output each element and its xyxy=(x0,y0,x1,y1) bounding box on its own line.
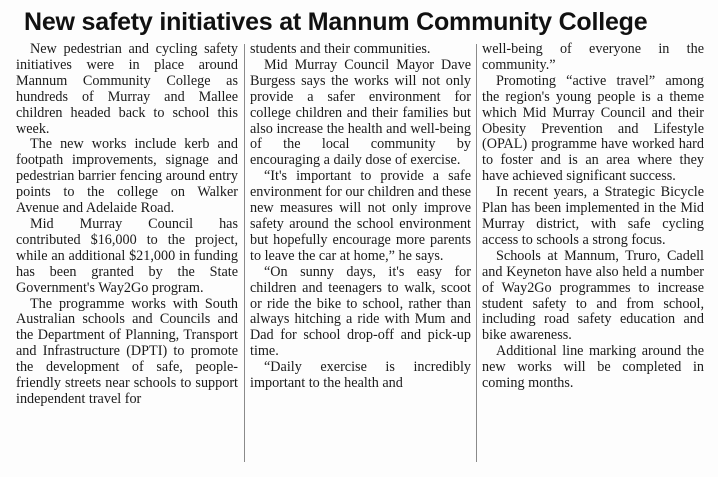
column-3-paragraph: Promoting “active travel” among the region's young people is a theme which Mid Murray Council and their Obesity Prevention and Lifestyle (OPAL) programme have worked hard to foster and is an area where they have achieved significant success. xyxy=(482,72,704,185)
article-headline: New safety initiatives at Mannum Community College xyxy=(24,8,648,36)
article-column-1 xyxy=(16,42,238,408)
column-3-paragraph: Schools at Mannum, Truro, Cadell and Keyneton have also held a number of Way2Go programmes to increase student safety to and from school, including road safety education and bike awareness. xyxy=(482,247,704,344)
column-2-continuation: students and their communities. xyxy=(250,41,431,57)
column-2-paragraph: “It's important to provide a safe environment for our children and these new measures will not only improve safety around the school environment but hopefully encourage more parents to leave the car at home,” he says. xyxy=(250,168,472,264)
column-3-paragraph: In recent years, a Strategic Bicycle Plan has been implemented in the Mid Murray district, with safe cycling access to schools a strong focus. xyxy=(482,184,704,248)
column-2-paragraph: “On sunny days, it's easy for children and teenagers to walk, scoot or ride the bike to school, rather than always hitching a ride with Mum and Dad for school drop-off and pick-up time. xyxy=(250,263,471,360)
column-1-paragraph: Mid Murray Council has contributed $16,000 to the project, while an additional $21,000 in funding has been granted by the State Government's Way2Go program. xyxy=(16,215,238,296)
column-1-paragraph: New pedestrian and cycling safety initiatives were in place around Mannum Community College as hundreds of Murray and Mallee children headed back to school this week. xyxy=(16,41,238,137)
column-1-paragraph: The new works include kerb and footpath improvements, signage and pedestrian barrier fencing around entry points to the college on Walker Avenue and Adelaide Road. xyxy=(16,136,238,217)
column-2-paragraph: “Daily exercise is incredibly important to the health and xyxy=(250,359,471,392)
column-3-continuation: well-being of everyone in the community.” xyxy=(482,41,704,73)
column-divider-1 xyxy=(244,44,245,462)
article-column-3 xyxy=(482,42,704,392)
column-1-paragraph: The programme works with South Australian schools and Councils and the Department of Planning, Transport and Infrastructure (DPTI) to promote the development of safe, people-friendly streets near schools to support independent travel for xyxy=(16,295,238,407)
column-divider-2 xyxy=(476,44,477,462)
article-column-2 xyxy=(250,42,471,392)
column-2-paragraph: Mid Murray Council Mayor Dave Burgess says the works will not only provide a safer environment for college children and their families but also increase the health and well-being of the local community by encouraging a daily dose of exercise. xyxy=(250,56,471,169)
column-3-paragraph: Additional line marking around the new works will be completed in coming months. xyxy=(482,343,704,392)
